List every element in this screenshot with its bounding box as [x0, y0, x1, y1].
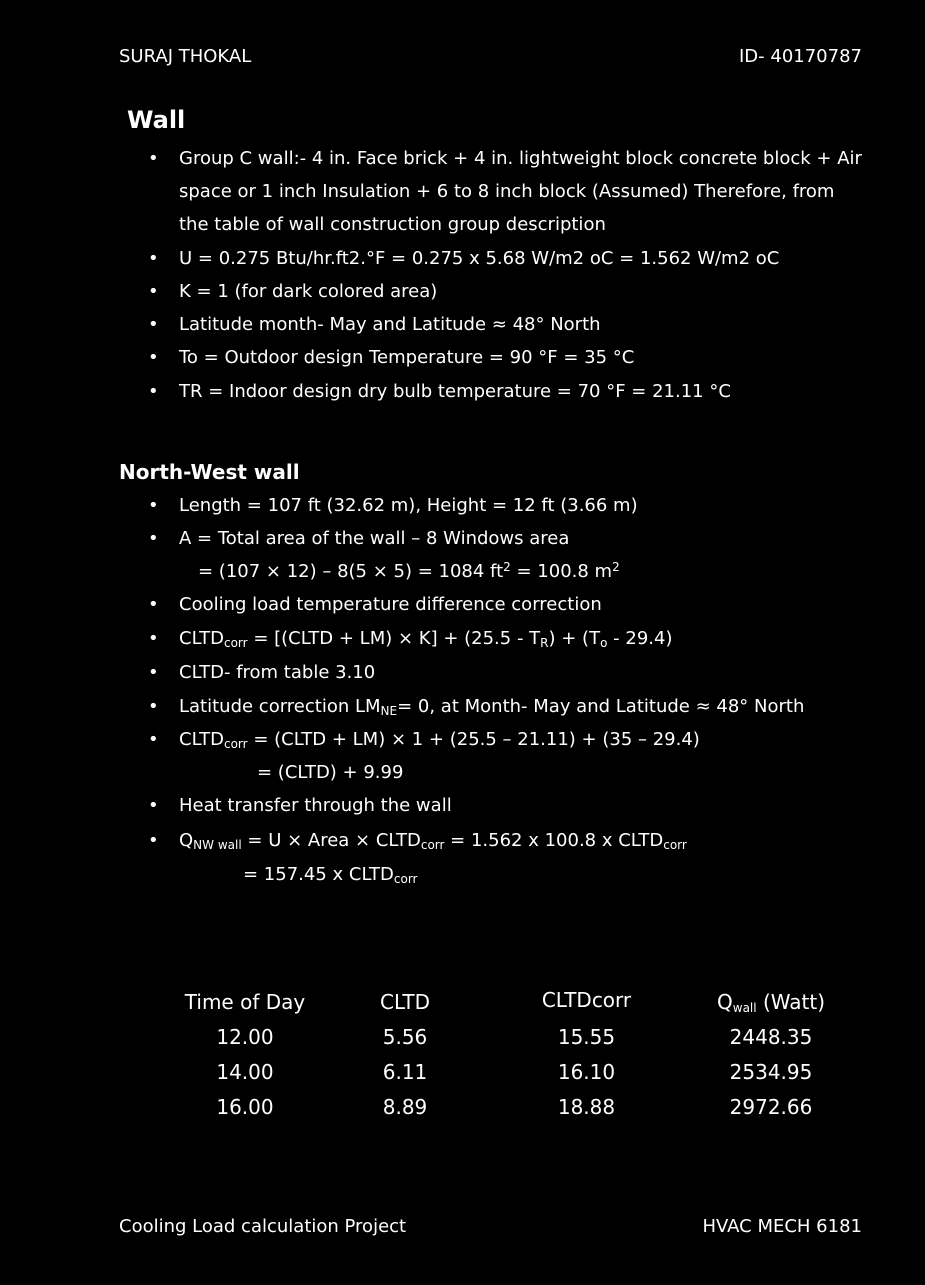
wall-heading: Wall — [127, 106, 186, 134]
table-cell: 8.89 — [382, 1095, 428, 1119]
table-cell: 5.56 — [382, 1025, 428, 1049]
table-cell: 15.55 — [557, 1025, 616, 1049]
bullet-icon: • — [148, 795, 159, 816]
bullet-icon: • — [148, 594, 159, 615]
bullet-icon: • — [148, 495, 159, 516]
group-c-wall-text: Group C wall:- 4 in. Face brick + 4 in. lightweight block concrete block + Air — [179, 148, 862, 169]
bullet-icon: • — [148, 314, 159, 335]
north-west-wall-heading: North-West wall — [119, 460, 300, 484]
cltd-corr-result: = (CLTD) + 9.99 — [257, 762, 404, 783]
table-cell: 6.11 — [382, 1060, 428, 1084]
table-header-cltdcorr: CLTDcorr — [541, 988, 632, 1012]
bullet-icon: • — [148, 662, 159, 683]
author-name: SURAJ THOKAL — [119, 46, 252, 67]
bullet-icon: • — [148, 628, 159, 649]
bullet-icon: • — [148, 281, 159, 302]
cltd-corr-substitution: $CLTD_{corr}$ = (CLTD + LM) × 1 + (25.5 – 21.11) + (35 – 29.4) — [179, 729, 700, 751]
cltd-corr-formula: $CLTD_{corr}$ = [(CLTD + $LM) \times K] + (25.5 - T_R) + (T_o - 29.4)$ — [179, 628, 673, 650]
area-definition-text: A = Total area of the wall – 8 Windows area — [179, 528, 570, 549]
length-height-text: Length = 107 ft (32.62 m), Height = 12 ft (3.66 m) — [179, 495, 638, 516]
area-calculation: = (107 × 12) – 8(5 × 5) = 1084 $ft^2 = 100.8$ $m^2$ — [198, 560, 620, 582]
bullet-icon: • — [148, 830, 159, 851]
bullet-icon: • — [148, 347, 159, 368]
heat-transfer-title: Heat transfer through the wall — [179, 795, 452, 816]
bullet-icon: • — [148, 148, 159, 169]
cltd-table-text: CLTD- from table 3.10 — [179, 662, 376, 683]
table-header-time: Time of Day — [184, 990, 306, 1014]
table-cell: 12.00 — [216, 1025, 274, 1049]
group-c-wall-text-cont: space or 1 inch Insulation + 6 to 8 inch block (Assumed) Therefore, from — [179, 181, 835, 202]
cltd-correction-title: Cooling load temperature difference correction — [179, 594, 602, 615]
q-nw-wall-formula: $Q_{NW wall} = U$ × Area × $CLTD_{corr} = 1.562$ x 100.8 x $CLTD_{corr}$ — [179, 830, 687, 852]
table-cell: 2534.95 — [729, 1060, 813, 1084]
table-header-cltd: CLTD — [380, 990, 430, 1014]
table-cell: 2972.66 — [729, 1095, 813, 1119]
table-cell: 14.00 — [216, 1060, 274, 1084]
u-value-text: U = 0.275 Btu/hr.ft2.°F = 0.275 x 5.68 W/m2 oC = 1.562 W/m2 oC — [179, 248, 780, 269]
q-nw-wall-result: = 157.45 x $CLTD_{corr}$ — [243, 864, 418, 886]
group-c-wall-text-cont: the table of wall construction group description — [179, 214, 606, 235]
table-cell: 16.10 — [557, 1060, 616, 1084]
bullet-icon: • — [148, 528, 159, 549]
bullet-icon: • — [148, 729, 159, 750]
bullet-icon: • — [148, 381, 159, 402]
k-value-text: K = 1 (for dark colored area) — [179, 281, 438, 302]
outdoor-temp-text: To = Outdoor design Temperature = 90 °F = 35 °C — [179, 347, 635, 368]
indoor-temp-text: TR = Indoor design dry bulb temperature = 70 °F = 21.11 °C — [179, 381, 731, 402]
bullet-icon: • — [148, 248, 159, 269]
bullet-icon: • — [148, 696, 159, 717]
table-cell: 2448.35 — [729, 1025, 813, 1049]
footer-project-name: Cooling Load calculation Project — [119, 1216, 407, 1237]
table-cell: 18.88 — [557, 1095, 616, 1119]
table-header-q-wall: $Q_{wall}$ (Watt) — [717, 990, 825, 1015]
footer-course-code: HVAC MECH 6181 — [702, 1216, 862, 1237]
table-cell: 16.00 — [216, 1095, 274, 1119]
latitude-text: Latitude month- May and Latitude ≈ 48° North — [179, 314, 601, 335]
latitude-correction-text: Latitude correction $LM_{NE}= 0$, at Month- May and Latitude ≈ 48° North — [179, 696, 805, 718]
student-id: ID- 40170787 — [738, 46, 862, 67]
